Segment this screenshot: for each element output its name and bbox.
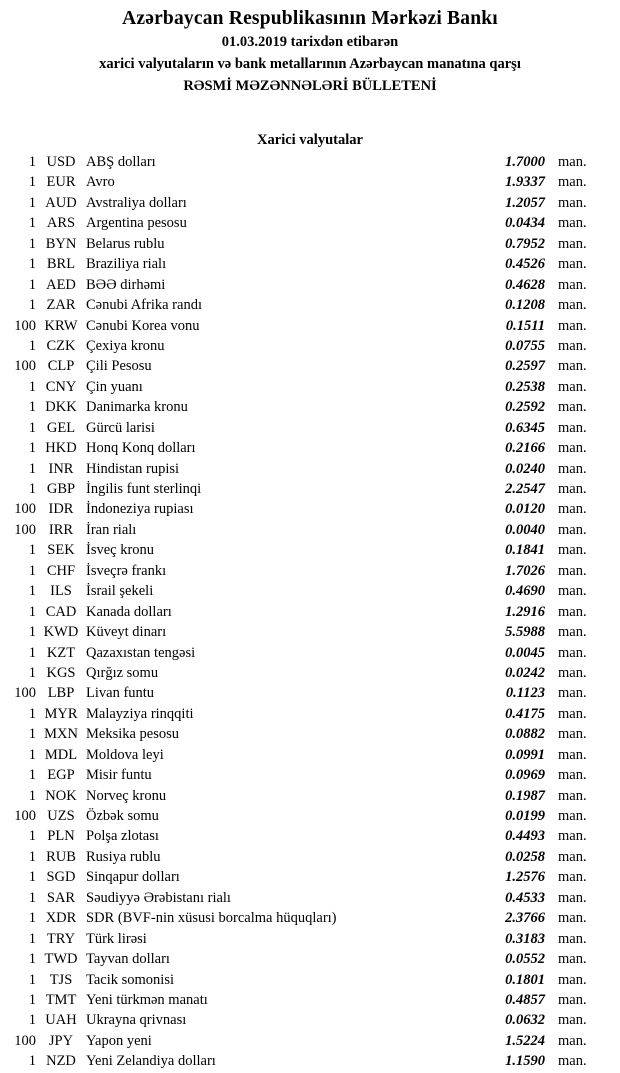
rate-row — [0, 888, 620, 908]
rate-value: 0.0882 — [505, 726, 545, 743]
rate-value: 0.0258 — [505, 848, 545, 865]
unit-label: man. — [558, 808, 587, 824]
rate-value: 2.3766 — [505, 910, 545, 927]
quantity: 1 — [28, 1012, 36, 1029]
unit-label: man. — [558, 521, 587, 538]
rate-value: 0.1801 — [505, 971, 545, 988]
quantity: 1 — [28, 154, 36, 170]
quantity: 100 — [14, 317, 36, 334]
unit-label: man. — [558, 951, 587, 968]
currency-code: KZT — [46, 644, 76, 661]
rate-value: 5.5988 — [505, 624, 545, 641]
currency-code: CLP — [47, 358, 75, 375]
currency-code: DKK — [45, 399, 77, 416]
rate-value: 0.4628 — [505, 276, 545, 293]
currency-name: Braziliya rialı — [86, 256, 167, 273]
unit-label: man. — [558, 869, 587, 886]
quantity: 100 — [14, 808, 36, 824]
quantity: 1 — [28, 174, 36, 191]
currency-name: Sinqapur dolları — [86, 869, 180, 886]
rate-row — [0, 867, 620, 887]
rate-value: 0.4175 — [505, 705, 545, 722]
currency-code: SEK — [47, 542, 75, 559]
quantity: 1 — [28, 235, 36, 252]
rate-value: 0.6345 — [505, 419, 545, 436]
unit-label: man. — [558, 256, 587, 273]
unit-label: man. — [558, 337, 587, 354]
rate-value: 0.4533 — [505, 889, 545, 906]
currency-code: JPY — [48, 1032, 74, 1049]
currency-name: Danimarka kronu — [86, 399, 188, 416]
currency-name: İngilis funt sterlinqi — [86, 481, 202, 497]
rate-row — [0, 683, 620, 703]
currency-name: BƏƏ dirhəmi — [86, 276, 166, 293]
unit-label: man. — [558, 889, 587, 906]
quantity: 100 — [14, 501, 36, 518]
rate-row — [0, 724, 620, 744]
currency-name: İsveçrə frankı — [86, 562, 167, 579]
unit-label: man. — [558, 583, 587, 600]
currency-code: GBP — [46, 481, 76, 497]
currency-code: IRR — [48, 521, 74, 538]
currency-code: RUB — [46, 848, 76, 865]
quantity: 1 — [28, 215, 36, 232]
rate-value: 1.1590 — [505, 1053, 545, 1070]
unit-label: man. — [558, 726, 587, 743]
rate-row — [0, 581, 620, 601]
currency-code: IDR — [48, 501, 74, 518]
quantity: 1 — [28, 991, 36, 1008]
unit-label: man. — [558, 378, 587, 395]
currency-name: Səudiyyə Ərəbistanı rialı — [86, 889, 231, 906]
currency-name: Malayziya rinqqiti — [86, 705, 194, 722]
currency-name: Tacik somonisi — [86, 971, 174, 988]
currency-code: INR — [48, 460, 74, 477]
currency-code: KRW — [44, 317, 78, 334]
unit-label: man. — [558, 460, 587, 477]
currency-name: Rusiya rublu — [86, 848, 161, 865]
rate-row — [0, 765, 620, 785]
rate-row — [0, 929, 620, 949]
rate-row — [0, 520, 620, 540]
rate-row — [0, 561, 620, 581]
currency-code: MYR — [44, 705, 78, 722]
unit-label: man. — [558, 603, 587, 620]
rate-value: 0.4690 — [505, 583, 545, 600]
quantity: 1 — [28, 889, 36, 906]
currency-code: TWD — [44, 951, 78, 968]
rate-row — [0, 1051, 620, 1071]
rate-value: 0.7952 — [505, 235, 545, 252]
rate-value: 1.2576 — [505, 869, 545, 886]
quantity: 1 — [28, 399, 36, 416]
currency-code: USD — [46, 154, 76, 170]
rate-value: 1.7000 — [505, 154, 545, 170]
rate-row — [0, 172, 620, 192]
currency-code: ZAR — [46, 297, 76, 314]
rate-row — [0, 540, 620, 560]
rate-value: 0.1987 — [505, 787, 545, 804]
currency-name: Çili Pesosu — [86, 358, 152, 375]
unit-label: man. — [558, 317, 587, 334]
quantity: 1 — [28, 481, 36, 497]
rate-row — [0, 786, 620, 806]
quantity: 100 — [14, 685, 36, 702]
currency-name: Yeni Zelandiya dolları — [86, 1053, 216, 1070]
quantity: 1 — [28, 828, 36, 845]
currency-name: ABŞ dolları — [86, 154, 156, 170]
rate-value: 0.1511 — [505, 317, 545, 334]
rate-value: 0.0434 — [505, 215, 545, 232]
rate-row — [0, 152, 620, 172]
rate-row — [0, 316, 620, 336]
rate-row — [0, 193, 620, 213]
currency-name: Misir funtu — [86, 767, 152, 784]
quantity: 1 — [28, 787, 36, 804]
unit-label: man. — [558, 1053, 587, 1070]
currency-name: Cənubi Korea vonu — [86, 317, 200, 334]
currency-name: Norveç kronu — [86, 787, 167, 804]
rate-value: 0.0040 — [505, 521, 545, 538]
rate-row — [0, 479, 620, 499]
currency-name: Hindistan rupisi — [86, 460, 180, 477]
unit-label: man. — [558, 930, 587, 947]
rate-value: 2.2547 — [505, 481, 545, 497]
rate-row — [0, 847, 620, 867]
unit-label: man. — [558, 1032, 587, 1049]
rate-row — [0, 356, 620, 376]
rate-row — [0, 438, 620, 458]
rate-row — [0, 643, 620, 663]
unit-label: man. — [558, 644, 587, 661]
unit-label: man. — [558, 501, 587, 518]
currency-name: Ukrayna qrivnası — [86, 1012, 187, 1029]
unit-label: man. — [558, 235, 587, 252]
currency-code: TJS — [49, 971, 73, 988]
currency-name: Belarus rublu — [86, 235, 165, 252]
quantity: 1 — [28, 337, 36, 354]
rate-row — [0, 745, 620, 765]
currency-name: Kanada dolları — [86, 603, 172, 620]
rate-row — [0, 806, 620, 826]
unit-label: man. — [558, 358, 587, 375]
rate-value: 0.2166 — [505, 440, 545, 457]
quantity: 1 — [28, 664, 36, 681]
currency-code: EUR — [46, 174, 76, 191]
quantity: 1 — [28, 583, 36, 600]
rate-row — [0, 1031, 620, 1051]
currency-code: AUD — [45, 194, 77, 211]
rate-value: 0.4857 — [505, 991, 545, 1008]
rate-row — [0, 499, 620, 519]
currency-name: İran rialı — [86, 521, 137, 538]
rate-value: 0.2597 — [505, 358, 545, 375]
currency-name: Qazaxıstan tengəsi — [86, 644, 196, 661]
rate-row — [0, 663, 620, 683]
rates-table — [0, 152, 620, 1072]
quantity: 1 — [28, 951, 36, 968]
currency-code: KWD — [43, 624, 79, 641]
currency-code: XDR — [45, 910, 77, 927]
unit-label: man. — [558, 562, 587, 579]
unit-label: man. — [558, 276, 587, 293]
currency-code: LBP — [47, 685, 75, 702]
currency-code: HKD — [45, 440, 77, 457]
currency-name: İsrail şekeli — [86, 583, 154, 600]
quantity: 1 — [28, 869, 36, 886]
currency-name: Türk lirəsi — [86, 930, 147, 947]
currency-code: CAD — [45, 603, 77, 620]
unit-label: man. — [558, 767, 587, 784]
unit-label: man. — [558, 440, 587, 457]
currency-name: Argentina pesosu — [86, 215, 187, 232]
currency-name: Moldova leyi — [86, 746, 164, 763]
quantity: 100 — [14, 358, 36, 375]
quantity: 1 — [28, 644, 36, 661]
rate-value: 0.0969 — [505, 767, 545, 784]
rate-value: 0.0755 — [505, 337, 545, 354]
quantity: 1 — [28, 726, 36, 743]
rate-value: 0.0242 — [505, 664, 545, 681]
rate-value: 1.2057 — [505, 194, 545, 211]
rate-value: 0.3183 — [505, 930, 545, 947]
rate-value: 1.5224 — [505, 1032, 545, 1049]
quantity: 1 — [28, 440, 36, 457]
rate-value: 0.0199 — [505, 808, 545, 824]
quantity: 1 — [28, 930, 36, 947]
currency-code: CNY — [45, 378, 77, 395]
currency-name: Meksika pesosu — [86, 726, 180, 743]
quantity: 1 — [28, 419, 36, 436]
unit-label: man. — [558, 787, 587, 804]
currency-code: SAR — [46, 889, 76, 906]
bulletin-header — [0, 0, 620, 97]
effective-date-line: 01.03.2019 tarixdən etibarən — [221, 34, 399, 50]
currency-name: Honq Konq dolları — [86, 440, 196, 457]
currency-code: GEL — [46, 419, 76, 436]
rate-row — [0, 602, 620, 622]
unit-label: man. — [558, 174, 587, 191]
rate-row — [0, 622, 620, 642]
currency-name: Gürcü larisi — [86, 419, 155, 436]
rate-row — [0, 990, 620, 1010]
rate-value: 0.1841 — [505, 542, 545, 559]
currency-code: UAH — [45, 1012, 77, 1029]
unit-label: man. — [558, 297, 587, 314]
currency-code: UZS — [47, 808, 75, 824]
rate-row — [0, 254, 620, 274]
currency-code: BYN — [45, 235, 77, 252]
rate-row — [0, 826, 620, 846]
rate-row — [0, 275, 620, 295]
rate-row — [0, 234, 620, 254]
currency-name: SDR (BVF-nin xüsusi borcalma hüquqları) — [86, 910, 337, 927]
currency-code: CZK — [46, 337, 76, 354]
rate-row — [0, 970, 620, 990]
bank-name-title: Azərbaycan Respublikasının Mərkəzi Bankı — [122, 8, 498, 29]
quantity: 1 — [28, 624, 36, 641]
bulletin-subtitle: xarici valyutaların və bank metallarının Azərbaycan manatına qarşı — [99, 56, 521, 72]
quantity: 1 — [28, 603, 36, 620]
unit-label: man. — [558, 746, 587, 763]
unit-label: man. — [558, 828, 587, 845]
currency-name: Avro — [86, 174, 115, 191]
currency-code: ARS — [46, 215, 76, 232]
currency-name: İndoneziya rupiası — [86, 501, 194, 518]
unit-label: man. — [558, 685, 587, 702]
unit-label: man. — [558, 481, 587, 497]
unit-label: man. — [558, 848, 587, 865]
quantity: 100 — [14, 521, 36, 538]
rate-value: 0.4493 — [505, 828, 545, 845]
unit-label: man. — [558, 971, 587, 988]
currency-code: EGP — [47, 767, 75, 784]
rate-value: 0.2592 — [505, 399, 545, 416]
currency-code: CHF — [46, 562, 76, 579]
quantity: 1 — [28, 297, 36, 314]
currency-code: MXN — [44, 726, 78, 743]
rate-row — [0, 459, 620, 479]
currency-name: Polşa zlotası — [86, 828, 159, 845]
rate-row — [0, 1010, 620, 1030]
rate-value: 0.1123 — [505, 685, 545, 702]
currency-code: NZD — [46, 1053, 76, 1070]
quantity: 1 — [28, 378, 36, 395]
rate-value: 0.0991 — [505, 746, 545, 763]
currency-code: SGD — [46, 869, 76, 886]
unit-label: man. — [558, 419, 587, 436]
currency-code: KGS — [46, 664, 76, 681]
currency-name: Livan funtu — [86, 685, 155, 702]
currency-name: Çexiya kronu — [86, 337, 165, 354]
quantity: 1 — [28, 848, 36, 865]
rate-value: 0.0045 — [505, 644, 545, 661]
rate-value: 0.1208 — [505, 297, 545, 314]
currency-name: İsveç kronu — [86, 542, 155, 559]
rate-value: 1.7026 — [505, 562, 545, 579]
rate-row — [0, 336, 620, 356]
quantity: 1 — [28, 1053, 36, 1070]
rate-row — [0, 295, 620, 315]
rate-row — [0, 213, 620, 233]
quantity: 1 — [28, 542, 36, 559]
currency-code: TRY — [46, 930, 76, 947]
unit-label: man. — [558, 542, 587, 559]
currency-code: PLN — [47, 828, 75, 845]
quantity: 100 — [14, 1032, 36, 1049]
rate-value: 0.0632 — [505, 1012, 545, 1029]
quantity: 1 — [28, 705, 36, 722]
rate-row — [0, 949, 620, 969]
unit-label: man. — [558, 991, 587, 1008]
currency-name: Çin yuanı — [86, 378, 143, 395]
currency-name: Yeni türkmən manatı — [86, 991, 208, 1008]
rate-value: 0.0240 — [505, 460, 545, 477]
quantity: 1 — [28, 562, 36, 579]
rate-row — [0, 377, 620, 397]
rate-row — [0, 418, 620, 438]
section-title-foreign-currencies: Xarici valyutalar — [257, 132, 363, 148]
rate-value: 1.9337 — [505, 174, 545, 191]
rate-value: 0.2538 — [505, 378, 545, 395]
unit-label: man. — [558, 910, 587, 927]
currency-code: AED — [46, 276, 76, 293]
currency-name: Tayvan dolları — [86, 951, 170, 968]
currency-code: MDL — [44, 746, 78, 763]
unit-label: man. — [558, 194, 587, 211]
bulletin-title: RƏSMİ MƏZƏNNƏLƏRİ BÜLLETENİ — [183, 78, 437, 94]
rate-row — [0, 908, 620, 928]
rate-value: 1.2916 — [505, 603, 545, 620]
quantity: 1 — [28, 746, 36, 763]
quantity: 1 — [28, 767, 36, 784]
unit-label: man. — [558, 705, 587, 722]
currency-name: Qırğız somu — [86, 664, 159, 681]
rate-value: 0.0120 — [505, 501, 545, 518]
currency-name: Özbək somu — [86, 808, 159, 824]
rate-row — [0, 397, 620, 417]
currency-code: TMT — [45, 991, 77, 1008]
quantity: 1 — [28, 910, 36, 927]
quantity: 1 — [28, 256, 36, 273]
unit-label: man. — [558, 154, 587, 170]
unit-label: man. — [558, 1012, 587, 1029]
currency-name: Cənubi Afrika randı — [86, 297, 202, 314]
rate-row — [0, 704, 620, 724]
unit-label: man. — [558, 215, 587, 232]
currency-code: NOK — [45, 787, 77, 804]
rate-value: 0.4526 — [505, 256, 545, 273]
quantity: 1 — [28, 971, 36, 988]
currency-code: ILS — [50, 583, 72, 600]
currency-name: Avstraliya dolları — [86, 194, 187, 211]
currency-name: Yapon yeni — [86, 1032, 152, 1049]
unit-label: man. — [558, 399, 587, 416]
currency-name: Küveyt dinarı — [86, 624, 167, 641]
unit-label: man. — [558, 624, 587, 641]
quantity: 1 — [28, 460, 36, 477]
currency-code: BRL — [46, 256, 76, 273]
unit-label: man. — [558, 664, 587, 681]
quantity: 1 — [28, 194, 36, 211]
quantity: 1 — [28, 276, 36, 293]
rate-value: 0.0552 — [505, 951, 545, 968]
